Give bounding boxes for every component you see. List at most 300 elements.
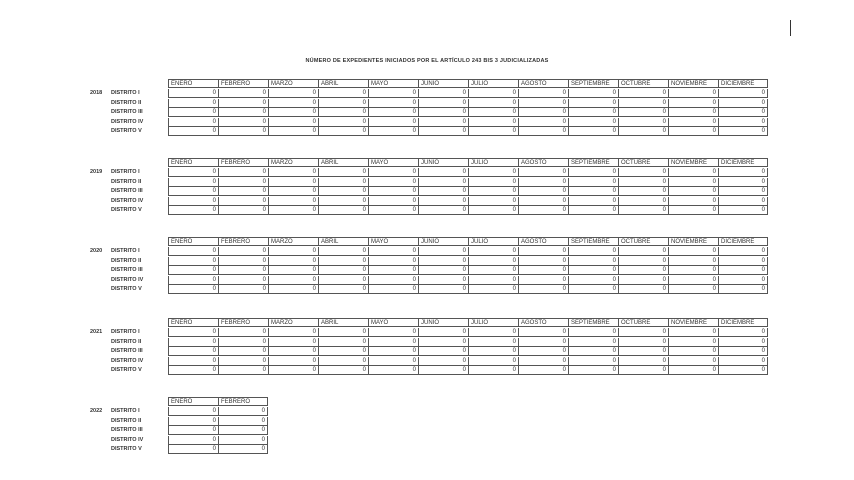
value-cell: 0	[668, 178, 718, 187]
month-header-cell: OCTUBRE	[618, 79, 668, 88]
value-cell: 0	[218, 338, 268, 347]
district-label: DISTRITO IV	[111, 276, 144, 283]
month-header-cell: OCTUBRE	[618, 318, 668, 327]
district-label: DISTRITO III	[111, 348, 143, 354]
value-cell: 0	[668, 266, 718, 275]
month-header-cell: MARZO	[268, 79, 318, 88]
value-cell: 0	[618, 168, 668, 177]
district-label: DISTRITO II	[111, 338, 142, 345]
district-label: DISTRITO II	[111, 417, 142, 424]
month-header-cell: MAYO	[368, 318, 418, 327]
value-cell: 0	[518, 168, 568, 177]
value-cell: 0	[418, 328, 468, 337]
month-header-cell: AGOSTO	[518, 158, 568, 167]
value-cell: 0	[168, 445, 218, 454]
month-header-row	[168, 397, 268, 406]
month-header-cell: NOVIEMBRE	[668, 318, 718, 327]
table-row	[0, 247, 854, 256]
month-header-cell: MAYO	[368, 79, 418, 88]
value-cell: 0	[718, 328, 768, 337]
value-cell: 0	[318, 338, 368, 347]
value-cell: 0	[268, 357, 318, 366]
value-cell: 0	[718, 197, 768, 206]
value-cell: 0	[468, 118, 518, 127]
value-cell: 0	[268, 206, 318, 215]
value-cell: 0	[468, 168, 518, 177]
table-row	[0, 426, 854, 435]
month-header-cell: ABRIL	[318, 158, 368, 167]
month-header-cell: NOVIEMBRE	[668, 237, 718, 246]
month-header-cell: FEBRERO	[218, 237, 268, 246]
value-cell: 0	[218, 266, 268, 275]
value-cell: 0	[368, 99, 418, 108]
value-cell: 0	[718, 285, 768, 294]
month-header-cell: ENERO	[168, 318, 218, 327]
value-cell: 0	[368, 168, 418, 177]
table-row	[0, 187, 854, 196]
month-header-cell: JULIO	[468, 158, 518, 167]
value-cell: 0	[168, 197, 218, 206]
month-header-cell: SEPTIEMBRE	[568, 79, 618, 88]
value-cell: 0	[368, 276, 418, 285]
value-cell: 0	[168, 426, 218, 435]
value-cell: 0	[518, 187, 568, 196]
value-cell: 0	[618, 347, 668, 356]
value-cell: 0	[168, 276, 218, 285]
value-cell: 0	[618, 206, 668, 215]
value-cell: 0	[318, 127, 368, 136]
district-label: DISTRITO III	[111, 427, 143, 433]
table-row	[0, 89, 854, 98]
value-cell: 0	[468, 108, 518, 117]
value-cell: 0	[268, 168, 318, 177]
month-header-cell: SEPTIEMBRE	[568, 158, 618, 167]
value-cell: 0	[718, 247, 768, 256]
month-header-cell: MARZO	[268, 237, 318, 246]
month-header-cell: ENERO	[168, 237, 218, 246]
value-cell: 0	[718, 276, 768, 285]
value-cell: 0	[268, 247, 318, 256]
district-label: DISTRITO II	[111, 99, 142, 106]
district-label: DISTRITO V	[111, 128, 142, 134]
value-cell: 0	[168, 347, 218, 356]
value-cell: 0	[168, 187, 218, 196]
year-label: 2022	[90, 408, 103, 414]
value-cell: 0	[618, 99, 668, 108]
value-cell: 0	[168, 366, 218, 375]
value-cell: 0	[218, 178, 268, 187]
value-cell: 0	[268, 276, 318, 285]
district-label: DISTRITO III	[111, 188, 143, 194]
value-cell: 0	[668, 328, 718, 337]
value-cell: 0	[468, 347, 518, 356]
month-header-cell: MARZO	[268, 318, 318, 327]
value-cell: 0	[468, 187, 518, 196]
value-cell: 0	[618, 118, 668, 127]
value-cell: 0	[318, 108, 368, 117]
table-row	[0, 99, 854, 108]
district-label: DISTRITO V	[111, 446, 142, 452]
year-label: 2019	[90, 169, 103, 175]
value-cell: 0	[268, 197, 318, 206]
value-cell: 0	[518, 285, 568, 294]
value-cell: 0	[218, 445, 268, 454]
value-cell: 0	[668, 118, 718, 127]
value-cell: 0	[218, 426, 268, 435]
value-cell: 0	[368, 187, 418, 196]
value-cell: 0	[418, 347, 468, 356]
month-header-cell: JUNIO	[418, 318, 468, 327]
value-cell: 0	[618, 178, 668, 187]
table-row	[0, 357, 854, 366]
value-cell: 0	[418, 118, 468, 127]
value-cell: 0	[168, 328, 218, 337]
value-cell: 0	[668, 276, 718, 285]
value-cell: 0	[218, 187, 268, 196]
table-row	[0, 328, 854, 337]
month-header-cell: SEPTIEMBRE	[568, 237, 618, 246]
value-cell: 0	[668, 247, 718, 256]
value-cell: 0	[218, 197, 268, 206]
value-cell: 0	[568, 99, 618, 108]
value-cell: 0	[518, 338, 568, 347]
value-cell: 0	[218, 436, 268, 445]
value-cell: 0	[618, 266, 668, 275]
value-cell: 0	[368, 108, 418, 117]
value-cell: 0	[618, 89, 668, 98]
value-cell: 0	[218, 89, 268, 98]
district-label: DISTRITO I	[111, 408, 140, 414]
value-cell: 0	[718, 89, 768, 98]
month-header-cell: MARZO	[268, 158, 318, 167]
table-row	[0, 206, 854, 215]
value-cell: 0	[518, 206, 568, 215]
value-cell: 0	[268, 178, 318, 187]
value-cell: 0	[668, 366, 718, 375]
value-cell: 0	[368, 257, 418, 266]
value-cell: 0	[168, 99, 218, 108]
value-cell: 0	[418, 357, 468, 366]
value-cell: 0	[668, 168, 718, 177]
value-cell: 0	[268, 99, 318, 108]
value-cell: 0	[368, 285, 418, 294]
value-cell: 0	[318, 357, 368, 366]
district-label: DISTRITO III	[111, 109, 143, 115]
value-cell: 0	[218, 357, 268, 366]
value-cell: 0	[368, 118, 418, 127]
value-cell: 0	[668, 257, 718, 266]
value-cell: 0	[168, 247, 218, 256]
value-cell: 0	[168, 257, 218, 266]
district-label: DISTRITO II	[111, 178, 142, 185]
value-cell: 0	[618, 187, 668, 196]
value-cell: 0	[218, 206, 268, 215]
value-cell: 0	[518, 127, 568, 136]
year-label: 2018	[90, 90, 103, 96]
value-cell: 0	[168, 178, 218, 187]
value-cell: 0	[718, 178, 768, 187]
month-header-cell: JULIO	[468, 237, 518, 246]
value-cell: 0	[618, 285, 668, 294]
value-cell: 0	[718, 347, 768, 356]
value-cell: 0	[568, 347, 618, 356]
value-cell: 0	[318, 285, 368, 294]
value-cell: 0	[418, 99, 468, 108]
district-label: DISTRITO V	[111, 367, 142, 373]
value-cell: 0	[318, 178, 368, 187]
value-cell: 0	[718, 118, 768, 127]
value-cell: 0	[218, 127, 268, 136]
month-header-cell: JULIO	[468, 79, 518, 88]
value-cell: 0	[218, 417, 268, 426]
table-row	[0, 366, 854, 375]
value-cell: 0	[568, 285, 618, 294]
value-cell: 0	[468, 366, 518, 375]
value-cell: 0	[568, 118, 618, 127]
value-cell: 0	[268, 366, 318, 375]
value-cell: 0	[368, 338, 418, 347]
value-cell: 0	[218, 328, 268, 337]
month-header-cell: JUNIO	[418, 158, 468, 167]
value-cell: 0	[468, 357, 518, 366]
month-header-cell: NOVIEMBRE	[668, 158, 718, 167]
value-cell: 0	[568, 206, 618, 215]
value-cell: 0	[518, 99, 568, 108]
value-cell: 0	[568, 328, 618, 337]
table-row	[0, 118, 854, 127]
value-cell: 0	[418, 285, 468, 294]
month-header-row	[168, 237, 768, 246]
year-label: 2020	[90, 248, 103, 254]
value-cell: 0	[718, 108, 768, 117]
value-cell: 0	[468, 197, 518, 206]
value-cell: 0	[518, 197, 568, 206]
value-cell: 0	[468, 127, 518, 136]
value-cell: 0	[318, 328, 368, 337]
value-cell: 0	[318, 99, 368, 108]
value-cell: 0	[468, 178, 518, 187]
value-cell: 0	[218, 276, 268, 285]
month-header-cell: JULIO	[468, 318, 518, 327]
district-label: DISTRITO I	[111, 248, 140, 254]
value-cell: 0	[518, 118, 568, 127]
value-cell: 0	[568, 357, 618, 366]
table-row	[0, 407, 854, 416]
value-cell: 0	[418, 247, 468, 256]
value-cell: 0	[518, 347, 568, 356]
value-cell: 0	[568, 89, 618, 98]
value-cell: 0	[718, 206, 768, 215]
value-cell: 0	[218, 99, 268, 108]
value-cell: 0	[168, 89, 218, 98]
table-row	[0, 276, 854, 285]
value-cell: 0	[318, 197, 368, 206]
value-cell: 0	[218, 247, 268, 256]
value-cell: 0	[518, 178, 568, 187]
value-cell: 0	[418, 187, 468, 196]
month-header-cell: ENERO	[168, 79, 218, 88]
value-cell: 0	[468, 285, 518, 294]
table-row	[0, 178, 854, 187]
value-cell: 0	[618, 197, 668, 206]
value-cell: 0	[318, 266, 368, 275]
value-cell: 0	[468, 247, 518, 256]
value-cell: 0	[218, 108, 268, 117]
value-cell: 0	[518, 328, 568, 337]
table-row	[0, 347, 854, 356]
value-cell: 0	[718, 187, 768, 196]
month-header-cell: SEPTIEMBRE	[568, 318, 618, 327]
month-header-cell: FEBRERO	[218, 397, 268, 406]
month-header-cell: FEBRERO	[218, 79, 268, 88]
value-cell: 0	[468, 276, 518, 285]
month-header-cell: ENERO	[168, 158, 218, 167]
value-cell: 0	[418, 266, 468, 275]
month-header-cell: OCTUBRE	[618, 237, 668, 246]
value-cell: 0	[618, 328, 668, 337]
value-cell: 0	[568, 338, 618, 347]
value-cell: 0	[618, 366, 668, 375]
value-cell: 0	[468, 338, 518, 347]
value-cell: 0	[268, 89, 318, 98]
value-cell: 0	[168, 436, 218, 445]
value-cell: 0	[718, 168, 768, 177]
month-header-cell: AGOSTO	[518, 237, 568, 246]
month-header-cell: ABRIL	[318, 318, 368, 327]
value-cell: 0	[568, 257, 618, 266]
month-header-cell: DICIEMBRE	[718, 79, 768, 88]
value-cell: 0	[268, 127, 318, 136]
value-cell: 0	[268, 338, 318, 347]
value-cell: 0	[668, 285, 718, 294]
value-cell: 0	[218, 347, 268, 356]
value-cell: 0	[618, 247, 668, 256]
month-header-cell: ABRIL	[318, 237, 368, 246]
value-cell: 0	[668, 99, 718, 108]
month-header-cell: FEBRERO	[218, 158, 268, 167]
value-cell: 0	[318, 118, 368, 127]
month-header-cell: ENERO	[168, 397, 218, 406]
value-cell: 0	[718, 99, 768, 108]
value-cell: 0	[318, 257, 368, 266]
district-label: DISTRITO V	[111, 207, 142, 213]
value-cell: 0	[418, 206, 468, 215]
month-header-cell: AGOSTO	[518, 318, 568, 327]
document-title: NÚMERO DE EXPEDIENTES INICIADOS POR EL ARTÍCULO 243 BIS 3 JUDICIALIZADAS	[305, 58, 549, 64]
value-cell: 0	[518, 247, 568, 256]
value-cell: 0	[368, 89, 418, 98]
value-cell: 0	[418, 338, 468, 347]
value-cell: 0	[218, 257, 268, 266]
value-cell: 0	[418, 366, 468, 375]
value-cell: 0	[468, 328, 518, 337]
value-cell: 0	[568, 187, 618, 196]
value-cell: 0	[168, 285, 218, 294]
value-cell: 0	[718, 257, 768, 266]
month-header-row	[168, 79, 768, 88]
value-cell: 0	[168, 407, 218, 416]
value-cell: 0	[468, 99, 518, 108]
district-label: DISTRITO IV	[111, 118, 144, 125]
value-cell: 0	[218, 285, 268, 294]
month-header-cell: AGOSTO	[518, 79, 568, 88]
value-cell: 0	[718, 338, 768, 347]
value-cell: 0	[718, 366, 768, 375]
table-row	[0, 266, 854, 275]
value-cell: 0	[518, 257, 568, 266]
value-cell: 0	[318, 347, 368, 356]
value-cell: 0	[668, 89, 718, 98]
value-cell: 0	[218, 118, 268, 127]
value-cell: 0	[268, 328, 318, 337]
district-label: DISTRITO I	[111, 90, 140, 96]
value-cell: 0	[418, 178, 468, 187]
value-cell: 0	[518, 89, 568, 98]
district-label: DISTRITO IV	[111, 197, 144, 204]
value-cell: 0	[618, 108, 668, 117]
table-row	[0, 417, 854, 426]
month-header-cell: ABRIL	[318, 79, 368, 88]
value-cell: 0	[618, 276, 668, 285]
value-cell: 0	[368, 178, 418, 187]
table-row	[0, 338, 854, 347]
value-cell: 0	[668, 206, 718, 215]
table-row	[0, 197, 854, 206]
value-cell: 0	[568, 366, 618, 375]
value-cell: 0	[218, 366, 268, 375]
value-cell: 0	[568, 197, 618, 206]
value-cell: 0	[518, 357, 568, 366]
value-cell: 0	[668, 338, 718, 347]
value-cell: 0	[418, 276, 468, 285]
value-cell: 0	[168, 108, 218, 117]
value-cell: 0	[168, 357, 218, 366]
value-cell: 0	[168, 338, 218, 347]
value-cell: 0	[268, 108, 318, 117]
value-cell: 0	[268, 347, 318, 356]
value-cell: 0	[318, 89, 368, 98]
month-header-cell: MAYO	[368, 158, 418, 167]
value-cell: 0	[318, 187, 368, 196]
value-cell: 0	[568, 266, 618, 275]
value-cell: 0	[268, 118, 318, 127]
value-cell: 0	[368, 197, 418, 206]
value-cell: 0	[718, 127, 768, 136]
month-header-row	[168, 158, 768, 167]
value-cell: 0	[418, 127, 468, 136]
value-cell: 0	[168, 168, 218, 177]
month-header-cell: MAYO	[368, 237, 418, 246]
table-row	[0, 285, 854, 294]
month-header-cell: OCTUBRE	[618, 158, 668, 167]
value-cell: 0	[368, 328, 418, 337]
district-label: DISTRITO II	[111, 257, 142, 264]
value-cell: 0	[318, 366, 368, 375]
value-cell: 0	[468, 257, 518, 266]
year-label: 2021	[90, 329, 103, 335]
month-header-cell: JUNIO	[418, 79, 468, 88]
value-cell: 0	[518, 108, 568, 117]
value-cell: 0	[168, 417, 218, 426]
value-cell: 0	[368, 347, 418, 356]
text-cursor	[790, 20, 791, 36]
month-header-cell: NOVIEMBRE	[668, 79, 718, 88]
value-cell: 0	[368, 247, 418, 256]
value-cell: 0	[368, 127, 418, 136]
district-label: DISTRITO V	[111, 286, 142, 292]
value-cell: 0	[668, 197, 718, 206]
value-cell: 0	[318, 206, 368, 215]
